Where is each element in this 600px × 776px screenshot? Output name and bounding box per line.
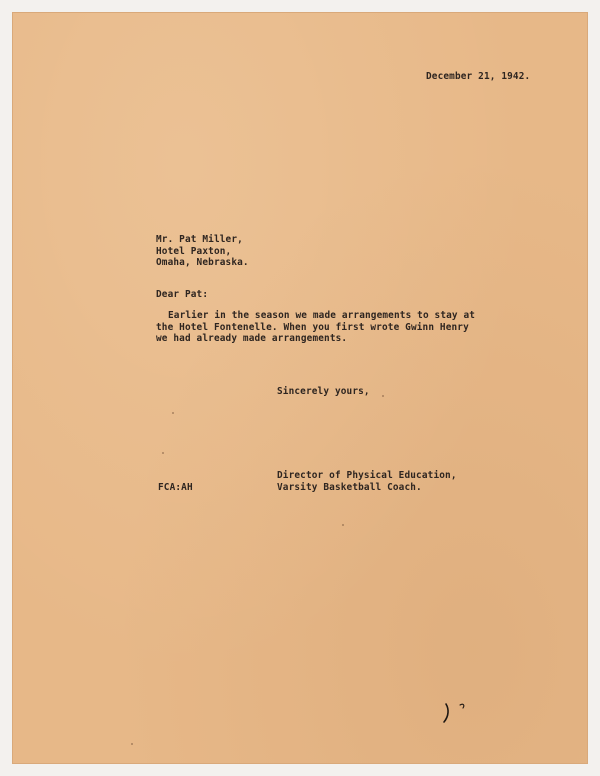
salutation: Dear Pat: — [156, 289, 209, 300]
signature-role: Varsity Basketball Coach. — [277, 481, 422, 493]
paper-speck — [342, 524, 344, 526]
signature-title: Director of Physical Education, — [277, 470, 457, 481]
signature-block — [277, 470, 457, 493]
address-line-name: Mr. Pat Miller, — [156, 234, 243, 245]
body-line-1: Earlier in the season we made arrangements to stay at — [168, 310, 476, 321]
body-line-3: we had already made arrangements. — [156, 333, 348, 344]
paper-speck — [382, 395, 384, 397]
paper-speck — [131, 743, 133, 745]
complimentary-closing: Sincerely yours, — [277, 386, 370, 397]
body-line-2: the Hotel Fontenelle. When you first wrote Gwinn Henry — [156, 321, 469, 333]
paper-speck — [162, 452, 164, 454]
handwritten-mark — [440, 702, 470, 724]
letter-body — [156, 310, 475, 345]
address-line-city: Omaha, Nebraska. — [156, 257, 249, 268]
address-line-hotel: Hotel Paxton, — [156, 245, 232, 257]
recipient-address — [156, 234, 249, 269]
reference-initials: FCA:AH — [158, 482, 193, 493]
letter-date: December 21, 1942. — [426, 71, 531, 82]
letter-page — [12, 12, 588, 764]
paper-speck — [172, 412, 174, 414]
